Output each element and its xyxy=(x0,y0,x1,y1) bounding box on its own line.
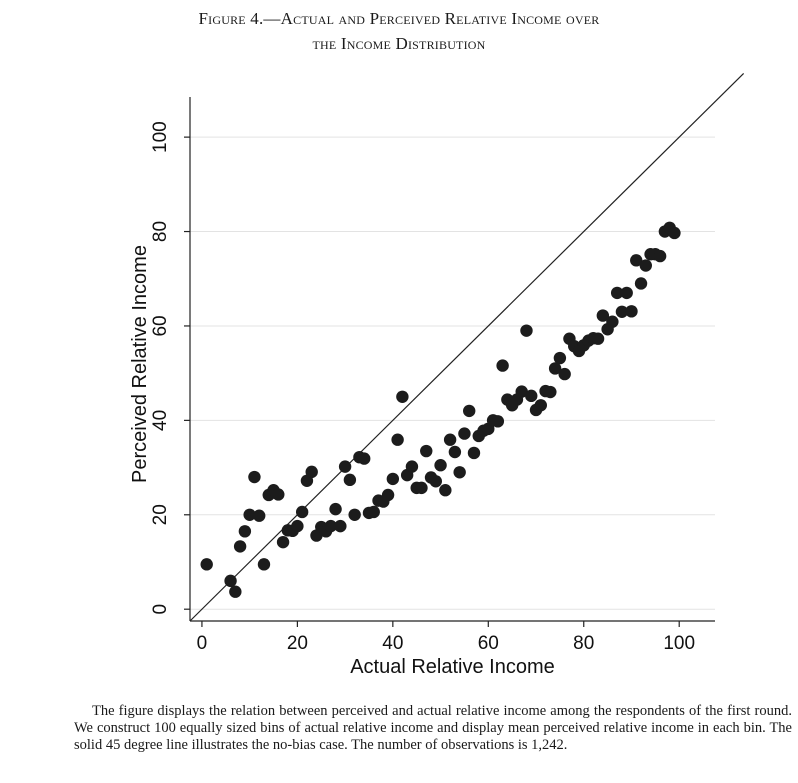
data-point-16 xyxy=(291,520,303,532)
x-tick-label-60: 60 xyxy=(477,633,499,654)
data-point-72 xyxy=(558,368,570,380)
y-tick-label-0: 0 xyxy=(150,603,171,615)
data-point-89 xyxy=(640,259,652,271)
data-point-37 xyxy=(391,434,403,446)
data-point-35 xyxy=(382,489,394,501)
data-point-82 xyxy=(606,316,618,328)
data-point-64 xyxy=(520,324,532,336)
y-tick-label-20: 20 xyxy=(150,504,171,526)
reference-line-45-degree xyxy=(190,73,744,621)
data-point-86 xyxy=(625,305,637,317)
data-point-92 xyxy=(654,250,666,262)
data-point-19 xyxy=(306,466,318,478)
data-point-2 xyxy=(224,575,236,587)
x-tick-label-40: 40 xyxy=(382,633,404,654)
y-tick-label-40: 40 xyxy=(150,409,171,431)
data-point-88 xyxy=(635,277,647,289)
data-point-52 xyxy=(463,405,475,417)
figure-caption: The figure displays the relation between perceived and actual relative income among the respondents of the first round. We construct 100 equally sized bins of actual relative income and display mean perceived relative income in each bin. The solid 45 degree line illustrates the no-bias case. The number of observations is 1,242. xyxy=(74,703,792,753)
data-point-65 xyxy=(525,390,537,402)
y-tick-label-60: 60 xyxy=(150,315,171,337)
data-point-4 xyxy=(234,540,246,552)
data-point-42 xyxy=(415,482,427,494)
data-point-95 xyxy=(668,227,680,239)
axes xyxy=(150,97,715,654)
data-point-43 xyxy=(420,445,432,457)
data-point-9 xyxy=(258,558,270,570)
x-tick-label-100: 100 xyxy=(663,633,696,654)
y-tick-label-80: 80 xyxy=(150,220,171,243)
data-point-47 xyxy=(439,484,451,496)
data-point-38 xyxy=(396,391,408,403)
data-point-40 xyxy=(406,460,418,472)
data-point-17 xyxy=(296,506,308,518)
data-point-5 xyxy=(239,525,251,537)
data-point-50 xyxy=(453,466,465,478)
data-point-3 xyxy=(229,586,241,598)
data-point-28 xyxy=(348,509,360,521)
data-point-85 xyxy=(621,287,633,299)
data-point-26 xyxy=(339,460,351,472)
y-axis-label: Perceived Relative Income xyxy=(129,245,151,483)
data-points xyxy=(201,222,681,598)
x-tick-label-20: 20 xyxy=(286,633,308,654)
data-point-67 xyxy=(535,399,547,411)
data-point-8 xyxy=(253,510,265,522)
data-point-27 xyxy=(344,474,356,486)
x-tick-label-80: 80 xyxy=(573,633,595,654)
data-point-25 xyxy=(334,520,346,532)
data-point-71 xyxy=(554,352,566,364)
figure-title-line-1: Figure 4.—Actual and Perceived Relative Income over xyxy=(198,9,600,28)
gridlines xyxy=(190,137,715,609)
reference-line-group xyxy=(190,73,744,621)
x-axis-label: Actual Relative Income xyxy=(350,656,555,678)
data-point-12 xyxy=(272,488,284,500)
x-tick-label-0: 0 xyxy=(196,633,208,654)
data-point-30 xyxy=(358,452,370,464)
figure-title-line-2: the Income Distribution xyxy=(312,34,486,53)
data-point-24 xyxy=(329,503,341,515)
data-point-13 xyxy=(277,536,289,548)
data-point-59 xyxy=(496,359,508,371)
data-point-7 xyxy=(248,471,260,483)
data-point-1 xyxy=(201,558,213,570)
data-point-36 xyxy=(387,473,399,485)
y-tick-label-100: 100 xyxy=(150,121,171,153)
data-point-58 xyxy=(492,415,504,427)
data-point-49 xyxy=(449,446,461,458)
data-point-69 xyxy=(544,386,556,398)
data-point-53 xyxy=(468,447,480,459)
data-point-48 xyxy=(444,434,456,446)
data-point-79 xyxy=(592,333,604,345)
data-point-45 xyxy=(430,475,442,487)
data-point-46 xyxy=(434,459,446,471)
data-point-51 xyxy=(458,427,470,439)
data-point-32 xyxy=(368,506,380,518)
